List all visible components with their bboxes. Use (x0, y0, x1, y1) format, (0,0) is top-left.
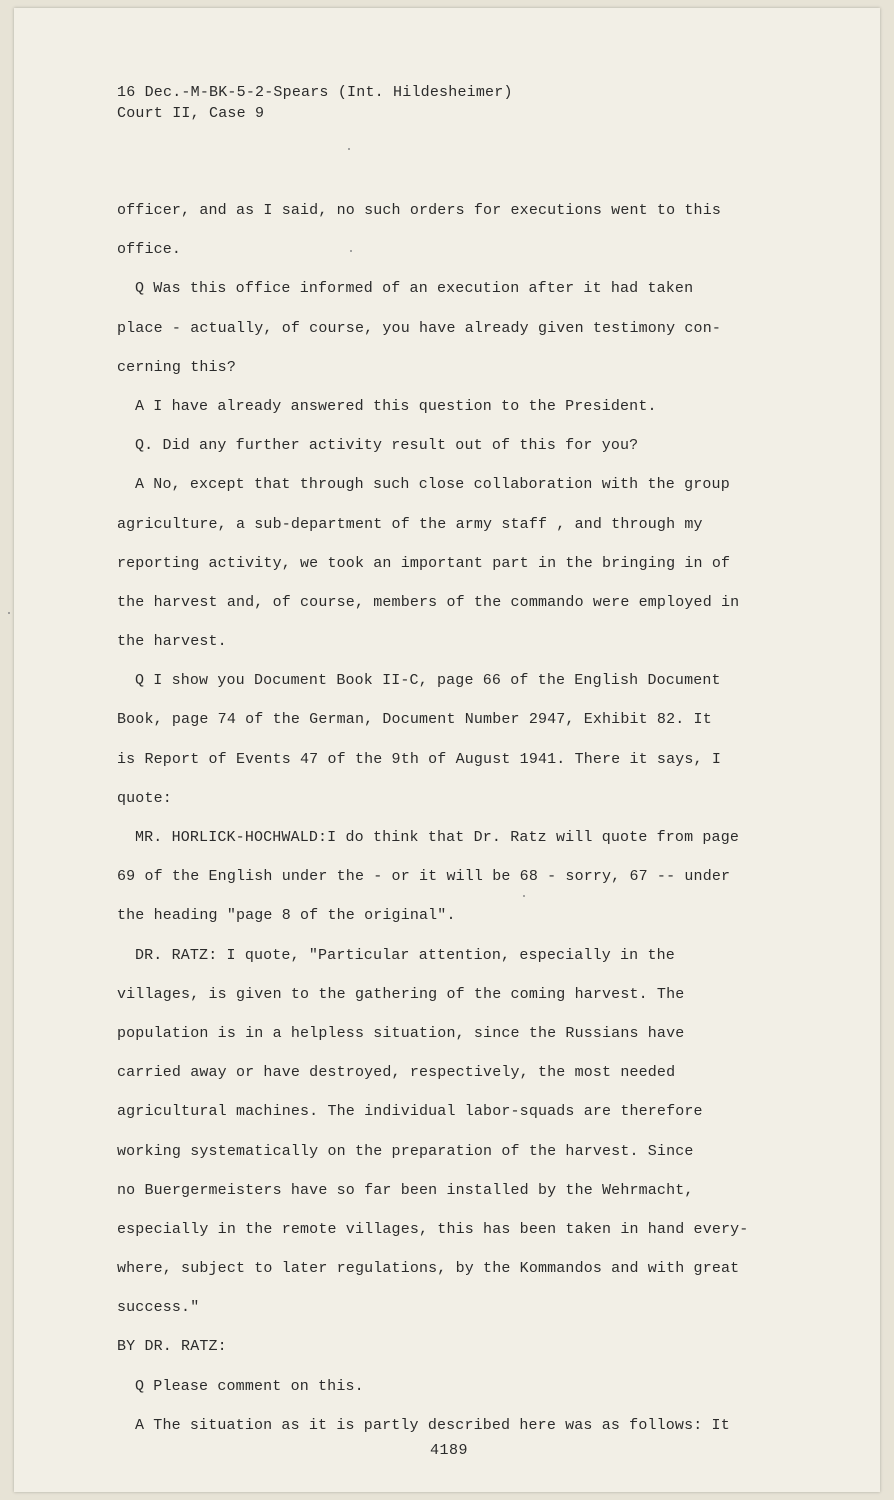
transcript-line: villages, is given to the gathering of the coming harvest. The (117, 985, 685, 1003)
transcript-line: Q Please comment on this. (135, 1377, 364, 1395)
transcript-line: DR. RATZ: I quote, "Particular attention, especially in the (135, 946, 675, 964)
transcript-line: population is in a helpless situation, since the Russians have (117, 1024, 685, 1042)
page-number: 4189 (430, 1442, 469, 1459)
transcript-line: especially in the remote villages, this has been taken in hand every- (117, 1220, 749, 1238)
transcript-line: agriculture, a sub-department of the army staff , and through my (117, 515, 703, 533)
transcript-line: office. (117, 241, 182, 259)
transcript-line: BY DR. RATZ: (117, 1338, 227, 1356)
header-line-2: Court II, Case 9 (117, 105, 265, 122)
transcript-line: MR. HORLICK-HOCHWALD:I do think that Dr. Ratz will quote from page (135, 829, 739, 846)
transcript-line: Q Was this office informed of an execution after it had taken (135, 280, 694, 298)
transcript-line: 69 of the English under the - or it will be 68 - sorry, 67 -- under (117, 868, 731, 886)
transcript-line: A I have already answered this question to the President. (135, 397, 657, 415)
transcript-line: quote: (117, 789, 172, 807)
transcript-line: working systematically on the preparation of the harvest. Since (117, 1142, 694, 1160)
transcript-line: the harvest. (117, 633, 227, 651)
transcript-line: Q I show you Document Book II-C, page 66 of the English Document (135, 672, 721, 690)
paper-speck (348, 148, 350, 150)
paper-speck (8, 612, 10, 614)
transcript-line: carried away or have destroyed, respectively, the most needed (117, 1064, 676, 1082)
transcript-line: A The situation as it is partly described here was as follows: It (135, 1416, 730, 1434)
transcript-line: officer, and as I said, no such orders for executions went to this (117, 202, 721, 219)
transcript-line: the harvest and, of course, members of the commando were employed in (117, 593, 740, 611)
transcript-line: the heading "page 8 of the original". (117, 907, 456, 925)
paper-speck (350, 250, 352, 252)
transcript-line: where, subject to later regulations, by the Kommandos and with great (117, 1260, 740, 1278)
transcript-line: is Report of Events 47 of the 9th of August 1941. There it says, I (117, 750, 721, 768)
transcript-line: place - actually, of course, you have already given testimony con- (117, 319, 721, 337)
transcript-line: success." (117, 1299, 200, 1317)
page-header (117, 82, 513, 124)
paper-speck (523, 895, 525, 897)
transcript-line: agricultural machines. The individual labor-squads are therefore (117, 1103, 703, 1121)
header-line-1: 16 Dec.-M-BK-5-2-Spears (Int. Hildesheimer) (117, 84, 513, 101)
transcript-line: Q. Did any further activity result out of this for you? (135, 437, 639, 455)
transcript-line: no Buergermeisters have so far been installed by the Wehrmacht, (117, 1181, 694, 1199)
transcript-line: A No, except that through such close collaboration with the group (135, 476, 730, 494)
transcript-body (117, 198, 787, 1452)
transcript-line: reporting activity, we took an important part in the bringing in of (117, 554, 731, 572)
transcript-line: Book, page 74 of the German, Document Number 2947, Exhibit 82. It (117, 711, 712, 729)
transcript-line: cerning this? (117, 358, 236, 376)
